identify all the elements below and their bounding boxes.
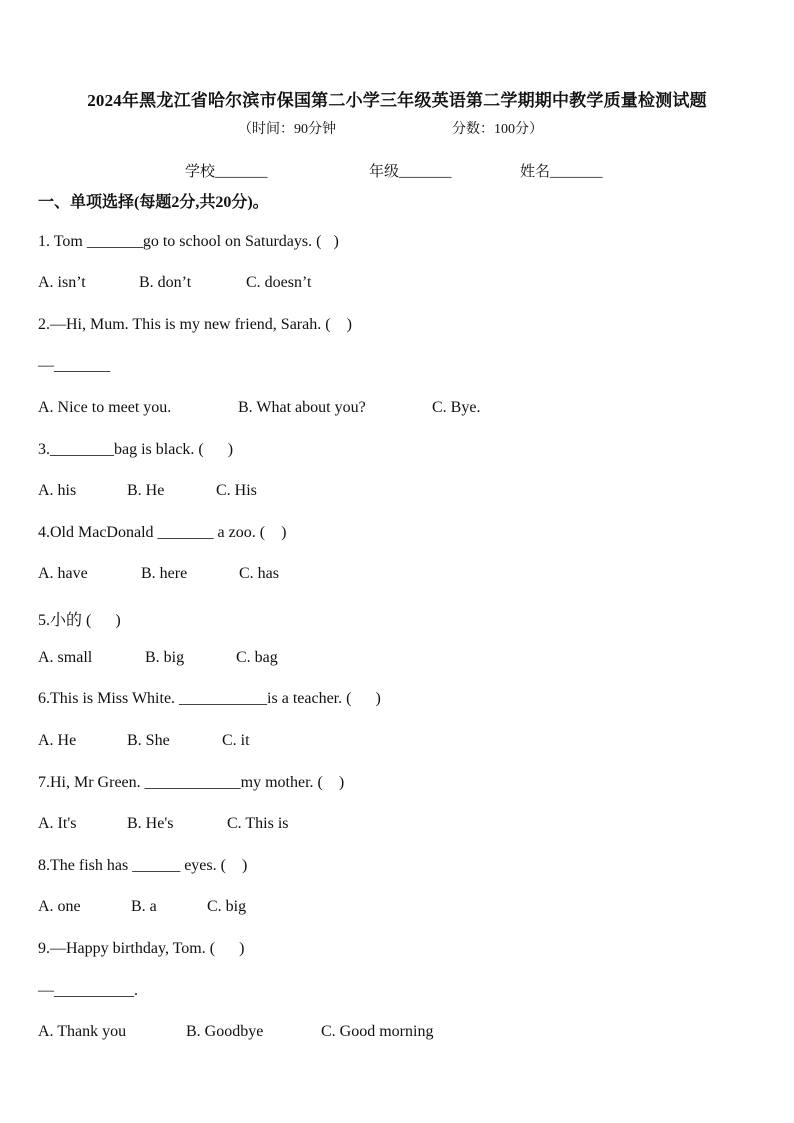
q1-option-a: A. isn’t [38, 274, 86, 291]
exam-score: 分数：100分） [452, 122, 543, 137]
question-5: 5.小的 ( ) [38, 612, 121, 629]
q9-option-c: C. Good morning [321, 1023, 434, 1040]
q8-option-b: B. a [131, 898, 157, 915]
page-title: 2024年黑龙江省哈尔滨市保国第二小学三年级英语第二学期期中教学质量检测试题 [87, 91, 707, 110]
q7-option-a: A. It's [38, 815, 77, 832]
q4-option-b: B. here [141, 565, 188, 582]
q5-option-c: C. bag [236, 649, 278, 666]
name-field: 姓名_______ [520, 164, 603, 180]
q8-option-a: A. one [38, 898, 81, 915]
question-7: 7.Hi, Mr Green. ____________my mother. ( ) [38, 774, 345, 791]
q2-option-c: C. Bye. [432, 399, 481, 416]
question-6: 6.This is Miss White. ___________is a teacher. ( ) [38, 690, 381, 707]
q2-option-b: B. What about you? [238, 399, 366, 416]
q2-option-a: A. Nice to meet you. [38, 399, 172, 416]
q4-option-c: C. has [239, 565, 279, 582]
question-9: 9.—Happy birthday, Tom. ( ) [38, 940, 245, 957]
question-2: 2.—Hi, Mum. This is my new friend, Sarah. ( ) [38, 316, 352, 333]
q5-option-a: A. small [38, 649, 93, 666]
school-field: 学校_______ [185, 164, 268, 180]
q9-option-b: B. Goodbye [186, 1023, 264, 1040]
q1-option-c: C. doesn’t [246, 274, 312, 291]
q9-option-a: A. Thank you [38, 1023, 127, 1040]
q5-option-b: B. big [145, 649, 185, 666]
q3-option-b: B. He [127, 482, 165, 499]
q6-option-c: C. it [222, 732, 250, 749]
section-title: 一、单项选择(每题2分,共20分)。 [38, 194, 269, 211]
q6-option-a: A. He [38, 732, 77, 749]
q3-option-c: C. His [216, 482, 257, 499]
q8-option-c: C. big [207, 898, 247, 915]
q4-option-a: A. have [38, 565, 88, 582]
q1-option-b: B. don’t [139, 274, 192, 291]
q7-option-c: C. This is [227, 815, 289, 832]
question-9-reply: —__________. [38, 982, 138, 999]
question-8: 8.The fish has ______ eyes. ( ) [38, 857, 248, 874]
exam-time: （时间：90分钟 [238, 122, 336, 137]
q3-option-a: A. his [38, 482, 77, 499]
question-3: 3.________bag is black. ( ) [38, 441, 234, 458]
question-4: 4.Old MacDonald _______ a zoo. ( ) [38, 524, 287, 541]
question-1: 1. Tom _______go to school on Saturdays. ( ) [38, 233, 339, 250]
question-2-reply: —_______ [38, 357, 110, 374]
q6-option-b: B. She [127, 732, 170, 749]
q7-option-b: B. He's [127, 815, 174, 832]
grade-field: 年级_______ [369, 164, 452, 180]
